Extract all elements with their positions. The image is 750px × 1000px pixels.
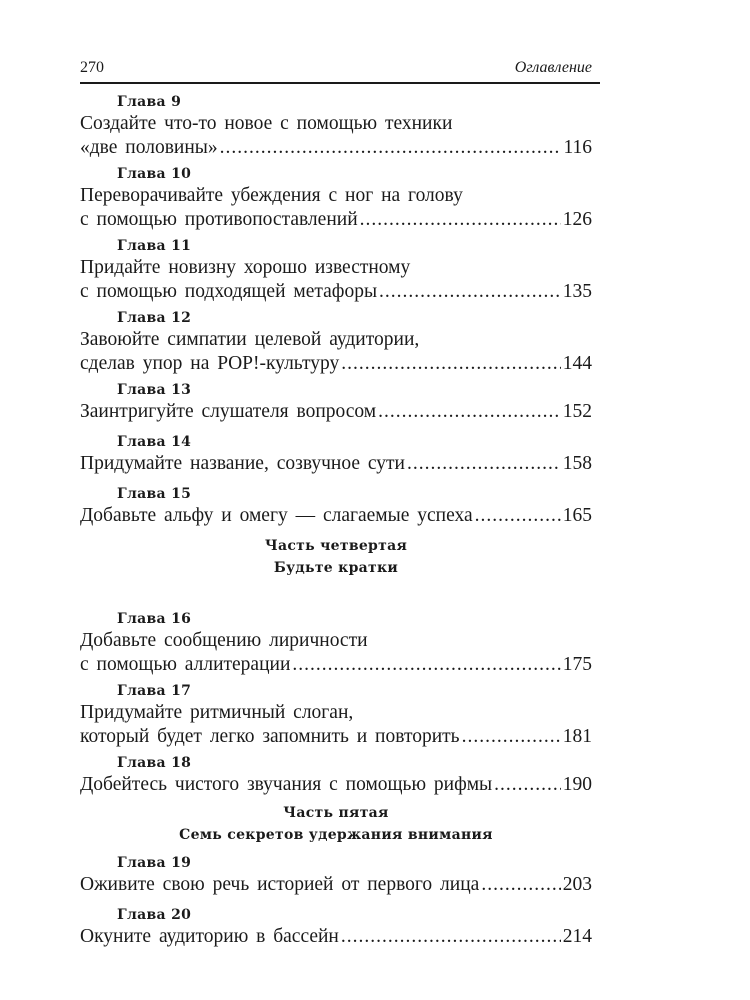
chapter-title-line: Завоюйте симпатии целевой аудитории,: [80, 329, 420, 350]
chapter-page-number[interactable]: 165: [562, 505, 592, 526]
chapter-label: Глава 19: [117, 855, 192, 871]
dot-leader: [494, 773, 561, 797]
toc-entry-chapter-15[interactable]: [80, 484, 592, 528]
part-5-heading[interactable]: [80, 802, 592, 846]
chapter-page-number[interactable]: 158: [562, 453, 592, 474]
chapter-page-number[interactable]: 135: [562, 281, 592, 302]
toc-entry-chapter-16[interactable]: [80, 609, 592, 677]
part-title: Семь секретов удержания внимания: [179, 827, 493, 843]
dot-leader: [379, 280, 561, 304]
chapter-page-number[interactable]: 175: [562, 654, 592, 675]
chapter-title-last-line: [80, 136, 592, 160]
toc-entry-chapter-9[interactable]: [80, 92, 592, 160]
part-label: Часть четвертая: [264, 538, 408, 554]
dot-leader: [360, 208, 561, 232]
toc-entry-chapter-12[interactable]: [80, 308, 592, 376]
chapter-title-last-line: [80, 925, 592, 949]
chapter-label: Глава 14: [117, 434, 192, 450]
chapter-title-text: Окуните аудиторию в бассейн: [80, 926, 339, 947]
chapter-page-number[interactable]: 190: [562, 774, 592, 795]
running-title: Оглавление: [514, 59, 592, 76]
chapter-title-text: «две половины»: [80, 137, 218, 158]
chapter-title-last-line: [80, 452, 592, 476]
chapter-label: Глава 10: [117, 166, 192, 182]
chapter-label: Глава 13: [117, 382, 192, 398]
chapter-title-line: Придайте новизну хорошо известному: [80, 257, 411, 278]
chapter-title-last-line: [80, 400, 592, 424]
part-label: Часть пятая: [283, 805, 389, 821]
chapter-page-number[interactable]: 181: [562, 726, 592, 747]
chapter-label: Глава 17: [117, 683, 192, 699]
chapter-title-last-line: [80, 873, 592, 897]
chapter-title-last-line: [80, 653, 592, 677]
dot-leader: [292, 653, 560, 677]
chapter-title-last-line: [80, 280, 592, 304]
chapter-page-number[interactable]: 144: [562, 353, 592, 374]
chapter-label: Глава 18: [117, 755, 192, 771]
chapter-title-line: Переворачивайте убеждения с ног на голову: [80, 185, 463, 206]
chapter-label: Глава 16: [117, 611, 192, 627]
chapter-title-text: Добейтесь чистого звучания с помощью рифмы: [80, 774, 493, 795]
chapter-title-text: с помощью противопоставлений: [80, 209, 358, 230]
dot-leader: [341, 925, 561, 949]
chapter-title-text: сделав упор на POP!-культуру: [80, 353, 340, 374]
chapter-title-text: Оживите свою речь историей от первого лица: [80, 874, 480, 895]
chapter-title-last-line: [80, 352, 592, 376]
toc-entry-chapter-18[interactable]: [80, 753, 592, 797]
chapter-page-number[interactable]: 214: [562, 926, 592, 947]
chapter-title-last-line: [80, 504, 592, 528]
chapter-label: Глава 11: [117, 238, 192, 254]
chapter-page-number[interactable]: 203: [562, 874, 592, 895]
dot-leader: [481, 873, 560, 897]
dot-leader: [341, 352, 561, 376]
part-4-heading[interactable]: [80, 535, 592, 579]
chapter-title-text: Добавьте альфу и омегу — слагаемые успеха: [80, 505, 473, 526]
chapter-title-line: Создайте что-то новое с помощью техники: [80, 113, 453, 134]
dot-leader: [462, 725, 561, 749]
chapter-title-line: Придумайте ритмичный слоган,: [80, 702, 354, 723]
chapter-label: Глава 20: [117, 907, 192, 923]
toc-entry-chapter-20[interactable]: [80, 905, 592, 949]
chapter-title-last-line: [80, 773, 592, 797]
chapter-title-text: который будет легко запомнить и повторить: [80, 726, 460, 747]
toc-entry-chapter-11[interactable]: [80, 236, 592, 304]
chapter-title-last-line: [80, 208, 592, 232]
chapter-page-number[interactable]: 116: [563, 137, 592, 158]
chapter-label: Глава 12: [117, 310, 192, 326]
dot-leader: [220, 136, 562, 160]
dot-leader: [475, 504, 561, 528]
toc-entry-chapter-13[interactable]: [80, 380, 592, 424]
running-head: [80, 50, 600, 84]
toc-entry-chapter-19[interactable]: [80, 853, 592, 897]
chapter-title-text: с помощью подходящей метафоры: [80, 281, 378, 302]
chapter-page-number[interactable]: 126: [562, 209, 592, 230]
chapter-title-text: Заинтригуйте слушателя вопросом: [80, 401, 377, 422]
part-title: Будьте кратки: [273, 560, 399, 576]
chapter-label: Глава 15: [117, 486, 192, 502]
page-number: 270: [80, 59, 104, 76]
chapter-title-line: Добавьте сообщению лиричности: [80, 630, 368, 651]
chapter-label: Глава 9: [117, 94, 182, 110]
chapter-title-last-line: [80, 725, 592, 749]
toc-entry-chapter-14[interactable]: [80, 432, 592, 476]
toc-entry-chapter-10[interactable]: [80, 164, 592, 232]
chapter-title-text: с помощью аллитерации: [80, 654, 291, 675]
chapter-page-number[interactable]: 152: [562, 401, 592, 422]
chapter-title-text: Придумайте название, созвучное сути: [80, 453, 405, 474]
dot-leader: [378, 400, 561, 424]
toc-page: [80, 50, 600, 947]
toc-entry-chapter-17[interactable]: [80, 681, 592, 749]
dot-leader: [407, 452, 561, 476]
